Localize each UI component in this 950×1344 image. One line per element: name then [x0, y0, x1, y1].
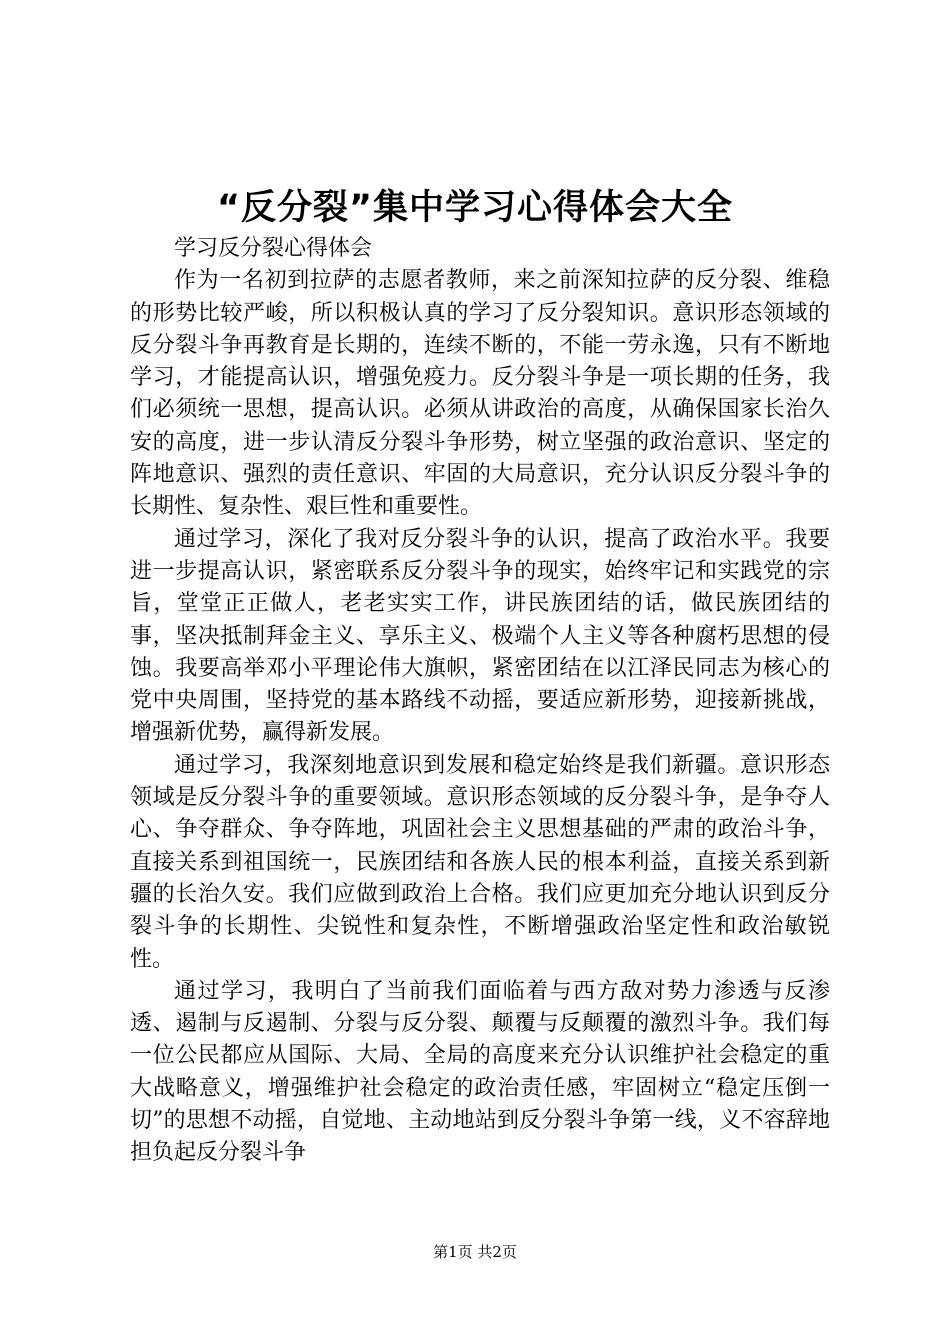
- paragraph: 通过学习，我明白了当前我们面临着与西方敌对势力渗透与反渗透、遏制与反遏制、分裂与反分裂、颠覆与反颠覆的激烈斗争。我们每一位公民都应从国际、大局、全局的高度来充分认识维护社会稳定的重大战略意义，增强维护社会稳定的政治责任感，牢固树立“稳定压倒一切”的思想不动摇，自觉地、主动地站到反分裂斗争第一线，义不容辞地担负起反分裂斗争: [130, 978, 830, 1166]
- page-number-footer: 第1页 共2页: [433, 1243, 517, 1261]
- document-title: “反分裂”集中学习心得体会大全: [216, 188, 733, 228]
- document-body: [130, 233, 830, 1170]
- paragraph: 作为一名初到拉萨的志愿者教师，来之前深知拉萨的反分裂、维稳的形势比较严峻，所以积极认真的学习了反分裂知识。意识形态领域的反分裂斗争再教育是长期的，连续不断的，不能一劳永逸，只有不断地学习，才能提高认识，增强免疫力。反分裂斗争是一项长期的任务，我们必须统一思想，提高认识。必须从讲政治的高度，从确保国家长治久安的高度，进一步认清反分裂斗争形势，树立坚强的政治意识、坚定的阵地意识、强烈的责任意识、牢固的大局意识，充分认识反分裂斗争的长期性、复杂性、艰巨性和重要性。: [130, 268, 830, 520]
- paragraph: 通过学习，深化了我对反分裂斗争的认识，提高了政治水平。我要进一步提高认识，紧密联系反分裂斗争的现实，始终牢记和实践党的宗旨，堂堂正正做人，老老实实工作，讲民族团结的话，做民族团结的事，坚决抵制拜金主义、享乐主义、极端个人主义等各种腐朽思想的侵蚀。我要高举邓小平理论伟大旗帜，紧密团结在以江泽民同志为核心的党中央周围，坚持党的基本路线不动摇，要适应新形势，迎接新挑战，增强新优势，赢得新发展。: [130, 526, 830, 746]
- paragraph: 通过学习，我深刻地意识到发展和稳定始终是我们新疆。意识形态领域是反分裂斗争的重要领域。意识形态领域的反分裂斗争，是争夺人心、争夺群众、争夺阵地，巩固社会主义思想基础的严肃的政治斗争，直接关系到祖国统一，民族团结和各族人民的根本利益，直接关系到新疆的长治久安。我们应做到政治上合格。我们应更加充分地认识到反分裂斗争的长期性、尖锐性和复杂性，不断增强政治坚定性和政治敏锐性。: [130, 752, 830, 972]
- paragraph-subtitle: 学习反分裂心得体会: [174, 236, 373, 261]
